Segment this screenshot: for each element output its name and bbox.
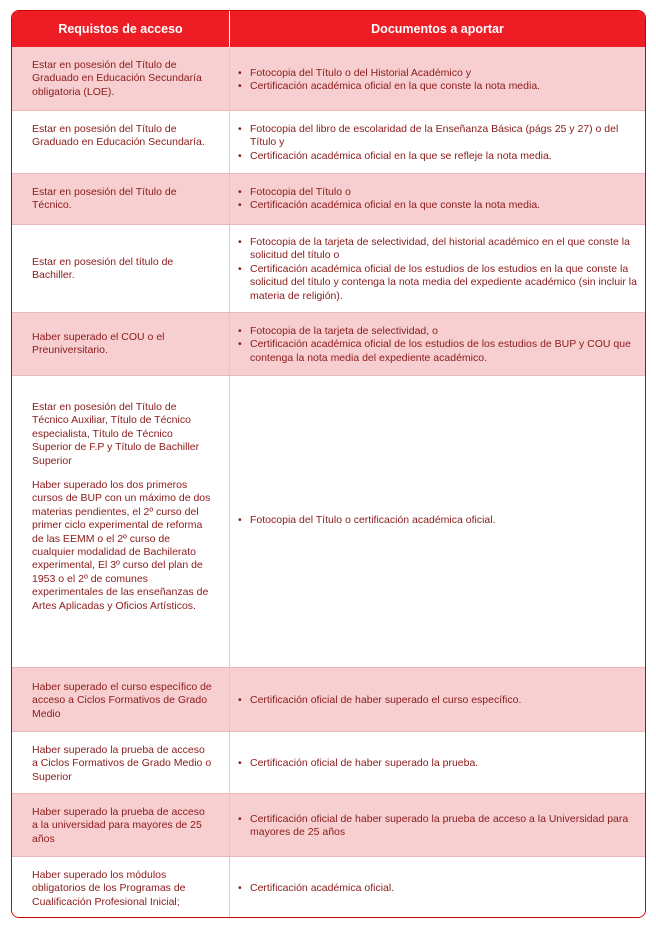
documents-list — [238, 514, 638, 527]
document-text: Fotocopia del libro de escolaridad de la Enseñanza Básica (págs 25 y 27) o del Título y — [250, 123, 619, 149]
table-row — [12, 667, 645, 731]
requirement-cell — [12, 668, 230, 731]
document-text: Fotocopia de la tarjeta de selectividad, o — [250, 325, 438, 337]
requirement-paragraph: Estar en posesión del título de Bachiller. — [32, 256, 174, 282]
document-text: Certificación oficial de haber superado la prueba de acceso a la Universidad para mayores de 25 años — [250, 813, 629, 839]
bullet-icon: • — [238, 123, 242, 135]
document-item — [238, 882, 638, 895]
requirement-text — [32, 59, 212, 99]
document-item — [238, 186, 638, 199]
documents-cell — [230, 376, 645, 667]
requirement-paragraph: Haber superado la prueba de acceso a la universidad para mayores de 25 años — [32, 806, 205, 845]
document-item — [238, 80, 638, 93]
document-item — [238, 338, 638, 365]
document-item — [238, 757, 638, 770]
table-row — [12, 47, 645, 110]
requirement-text — [32, 256, 212, 283]
documents-list — [238, 757, 638, 770]
requirement-cell — [12, 225, 230, 312]
documents-cell — [230, 313, 645, 375]
requirement-cell — [12, 313, 230, 375]
bullet-icon: • — [238, 67, 242, 79]
document-text: Certificación académica oficial de los estudios de los estudios en la que conste la solicitud del título y contenga la nota media del expediente académico (sin incluir la materia de religión). — [250, 262, 637, 302]
requirement-cell — [12, 47, 230, 110]
document-item — [238, 236, 638, 263]
table-row — [12, 173, 645, 224]
requirement-text — [32, 744, 212, 784]
document-text: Certificación académica oficial en la que se refleje la nota media. — [250, 149, 552, 162]
header-requirements: Requistos de acceso — [12, 11, 230, 47]
bullet-icon: • — [238, 514, 242, 526]
table-row — [12, 856, 645, 918]
document-text: Fotocopia del Título o del Historial Académico y — [250, 67, 472, 79]
requirement-cell — [12, 857, 230, 918]
table-row — [12, 224, 645, 312]
document-text: Certificación académica oficial de los estudios de los estudios de BUP y COU que contenga la nota media del expediente académico. — [250, 338, 631, 364]
requirement-paragraph: Haber superado el COU o el Preuniversitario. — [32, 331, 165, 357]
documents-list — [238, 123, 638, 163]
requirement-cell — [12, 174, 230, 224]
documents-cell — [230, 857, 645, 918]
document-text: Fotocopia de la tarjeta de selectividad, del historial académico en el que conste la solicitud del título o — [250, 236, 630, 262]
requirement-paragraph: Estar en posesión del Título de Técnico. — [32, 186, 177, 212]
requirement-paragraph: Haber superado el curso específico de acceso a Ciclos Formativos de Grado Medio — [32, 681, 212, 720]
documents-cell — [230, 47, 645, 110]
document-text: Certificación académica oficial en la que conste la nota media. — [250, 199, 541, 212]
bullet-icon: • — [238, 186, 242, 198]
document-item — [238, 514, 638, 527]
bullet-icon: • — [238, 757, 242, 769]
bullet-icon: • — [238, 813, 242, 825]
document-item — [238, 123, 638, 150]
header-documents: Documentos a aportar — [371, 22, 504, 36]
requirement-paragraph: Estar en posesión del Título de Graduado en Educación Secundaría obligatoria (LOE). — [32, 59, 202, 98]
documents-list — [238, 325, 638, 365]
requirement-text — [32, 806, 212, 846]
document-item — [238, 813, 638, 840]
documents-list — [238, 813, 638, 840]
bullet-icon: • — [238, 694, 242, 706]
table-row — [12, 793, 645, 856]
bullet-icon: • — [238, 262, 242, 275]
bullet-icon: • — [238, 882, 242, 894]
bullet-icon: • — [238, 236, 242, 248]
requirement-paragraph: Haber superado la prueba de acceso a Ciclos Formativos de Grado Medio o Superior — [32, 744, 212, 783]
requirement-text — [32, 123, 212, 150]
requirement-text — [32, 186, 212, 213]
document-text: Certificación académica oficial. — [250, 882, 395, 894]
documents-cell — [230, 794, 645, 856]
requirement-cell — [12, 794, 230, 856]
document-text: Certificación académica oficial en la que conste la nota media. — [250, 80, 541, 93]
bullet-icon: • — [238, 338, 242, 351]
table-row — [12, 731, 645, 793]
table-row — [12, 312, 645, 375]
documents-cell — [230, 668, 645, 731]
document-text: Fotocopia del Título o — [250, 186, 351, 198]
document-item — [238, 325, 638, 338]
table-row — [12, 110, 645, 173]
document-item — [238, 150, 638, 163]
documents-cell — [230, 732, 645, 793]
requirement-text — [32, 869, 212, 909]
document-text: Certificación oficial de haber superado el curso específico. — [250, 694, 522, 706]
requirement-cell — [12, 376, 230, 667]
documents-list — [238, 882, 638, 895]
document-text: Certificación oficial de haber superado la prueba. — [250, 757, 479, 769]
requirement-cell — [12, 111, 230, 173]
document-item — [238, 694, 638, 707]
requirement-text — [32, 331, 212, 358]
requirement-text — [32, 681, 212, 721]
bullet-icon: • — [238, 325, 242, 337]
requirement-text — [32, 401, 212, 613]
documents-list — [238, 67, 638, 94]
documents-list — [238, 236, 638, 303]
requirement-paragraph: Estar en posesión del Título de Graduado en Educación Secundaría. — [32, 123, 205, 149]
access-requirements-table — [11, 10, 646, 918]
requirement-paragraph: Estar en posesión del Título de Técnico Auxiliar, Título de Técnico especialista, Título de Técnico Superior de F.P y Título de Bachiller Superior — [32, 401, 200, 467]
document-item — [238, 67, 638, 80]
documents-list — [238, 694, 638, 707]
bullet-icon: • — [238, 149, 242, 162]
requirement-paragraph: Haber superado los módulos obligatorios de los Programas de Cualificación Profesional Inicial; — [32, 869, 186, 908]
documents-cell — [230, 111, 645, 173]
document-item — [238, 263, 638, 303]
table-row — [12, 375, 645, 667]
documents-list — [238, 186, 638, 213]
requirement-cell — [12, 732, 230, 793]
document-item — [238, 199, 638, 212]
documents-cell — [230, 174, 645, 224]
table-header — [12, 11, 645, 47]
documents-cell — [230, 225, 645, 312]
document-text: Fotocopia del Título o certificación académica oficial. — [250, 514, 496, 526]
bullet-icon: • — [238, 199, 242, 212]
requirement-paragraph: Haber superado los dos primeros cursos de BUP con un máximo de dos materias pendientes, el 2º curso del primer ciclo experimental de reforma de las EEMM o el 2º curso de cualquier modalidad de Bachilerato experimental, El 3º curso del plan de 1953 o el 2º de comunes experimentales de las enseñanzas de Artes Aplicadas y Oficios Artísticos. — [32, 479, 211, 612]
bullet-icon: • — [238, 80, 242, 93]
